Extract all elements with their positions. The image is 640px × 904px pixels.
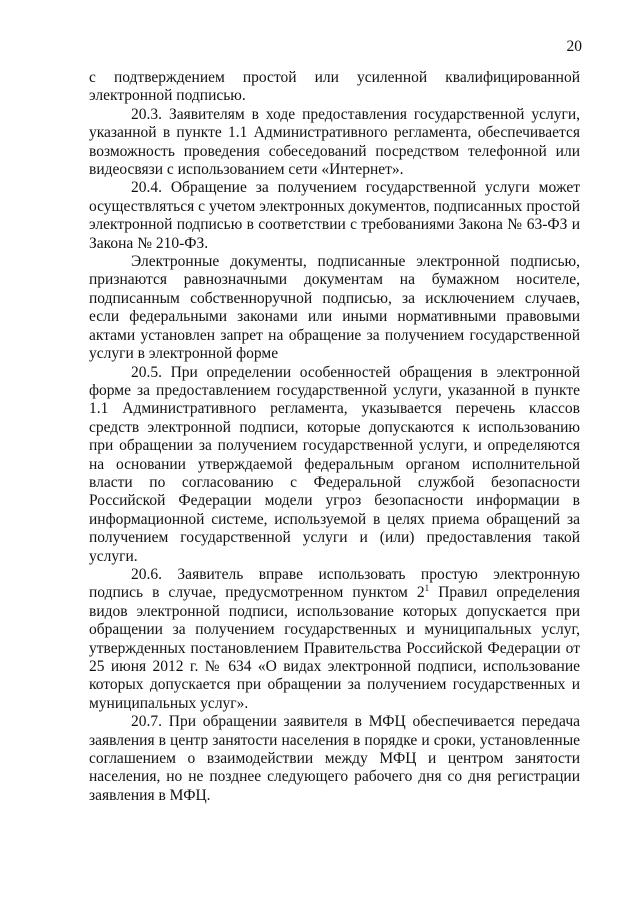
paragraph-number: 20.4.	[131, 179, 162, 197]
paragraph-number: 20.6.	[131, 565, 162, 583]
paragraph-text: При обращении заявителя в МФЦ обеспечивается передача заявления в центр занятости населения в порядке и сроки, установленные соглашением о взаимодействии между МФЦ и центром занятости населения, но не позднее следующего рабочего дня со дня регистрации заявления в МФЦ.	[89, 713, 580, 804]
paragraph-text: При определении особенностей обращения в электронной форме за предоставлением государственной услуги, указанной в пункте 1.1 Административного регламента, указывается перечень классов средств электронной подписи, которые допускаются к использованию при обращении за получением государственной услуги, и определяются на основании утверждаемой федеральным органом исполнительной власти по согласованию с Федеральной службой безопасности Российской Федерации модели угроз безопасности информации в информационной системе, используемой в целях приема обращений за получением государственной услуги и (или) предоставления такой услуги.	[89, 363, 581, 565]
paragraph-number: 20.3.	[131, 105, 162, 123]
paragraph-20-4	[89, 179, 580, 253]
paragraph-text: Обращение за получением государственной услуги может осуществляться с учетом электронных документов, подписанных простой электронной подписью в соответствии с требованиями Закона № 63-ФЗ и Закона № 210-ФЗ.	[89, 179, 580, 252]
paragraph-20-6	[89, 566, 580, 713]
document-body	[89, 69, 580, 805]
paragraph-electronic-documents	[89, 253, 580, 363]
paragraph-text-before-superscript: Заявитель вправе использовать простую электронную подпись в случае, предусмотренном пунктом 2	[89, 565, 580, 602]
paragraph-20-5	[89, 364, 580, 566]
paragraph-20-7	[89, 713, 580, 805]
page-number: 20	[566, 38, 582, 55]
paragraph-text-after-superscript: Правил определения видов электронной подписи, использование которых допускается при обращении за получением государственных и муниципальных услуг, утвержденных постановлением Правительства Российской Федерации от 25 июня 2012 г. № 634 «О видах электронной подписи, использование которых допускается при обращении за получением государственных и муниципальных услуг».	[89, 584, 580, 712]
paragraph-text: Электронные документы, подписанные электронной подписью, признаются равнозначными документам на бумажном носителе, подписанным собственноручной подписью, за исключением случаев, если федеральными законами или иными нормативными правовыми актами установлен запрет на обращение за получением государственной услуги в электронной форме	[89, 253, 580, 363]
paragraph-number: 20.5.	[131, 363, 162, 381]
paragraph-number: 20.7.	[131, 713, 162, 731]
paragraph-continuation	[89, 69, 580, 106]
paragraph-text: Заявителям в ходе предоставления государственной услуги, указанной в пункте 1.1 Административного регламента, обеспечивается возможность проведения собеседований посредством телефонной или видеосвязи с использованием сети «Интернет».	[89, 105, 580, 179]
paragraph-20-3	[89, 106, 580, 180]
paragraph-text: с подтверждением простой или усиленной квалифицированной электронной подписью.	[89, 69, 580, 105]
superscript-mark: 1	[424, 583, 430, 594]
